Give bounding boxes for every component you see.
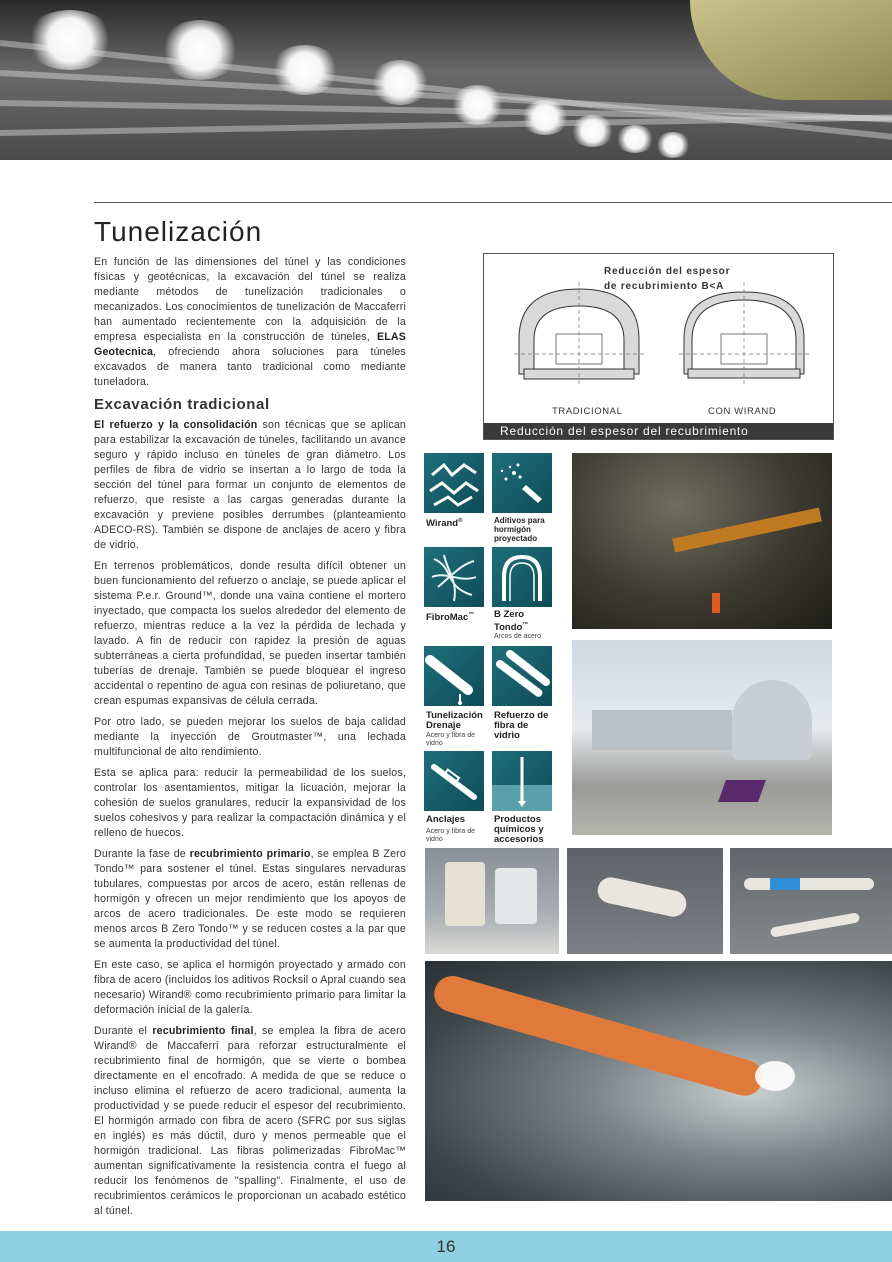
ventilated-tunnel-photo bbox=[425, 961, 892, 1201]
paragraph-problem-soils: En terrenos problemáticos, donde resulta difícil obtener un buen funcionamiento del refuerzo o anclaje, se puede aplicar el sistema P.e.r. Ground™, donde una vaina contiene el mortero inyectado, que compacta los suelos alrededor del elemento de refuerzo, mientras reduce a la vez la pérdida de lechada y lavado. A fin de reducir con rapidez la presión de aguas subterráneas a cierta profundidad, se pueden insertar también tuberías de drenaje. También se puede bloquear el ingreso accidental o repentino de agua con resinas de poliuretano, que crean espumas expansivas de célula cerrada. bbox=[94, 560, 406, 707]
top-tunnel-photo bbox=[0, 0, 892, 160]
steel-arch-icon bbox=[492, 547, 552, 607]
sublabel-b-zero-tondo: Arcos de acero bbox=[494, 633, 542, 640]
paragraph-reinforcement: El refuerzo y la consolidación son técnicas que se aplican para estabilizar la excavación de túneles, facilitando un avance seguro y rápido incluso en túneles de gran diámetro. Los perfiles de fibra de vidrio se insertan a lo largo de toda la sección del túnel para formar un conjunto de elementos de refuerzo, que resiste a las cargas generadas durante la excavación y previene posibles derrumbes (planteamiento ADECO-RS). También se dispone de anclajes de acero y fibra de vidrio. bbox=[94, 419, 407, 551]
anchor-device-photo bbox=[567, 848, 723, 954]
section-heading: Excavación tradicional bbox=[94, 396, 270, 413]
wirand-fiber-icon bbox=[424, 453, 484, 513]
paragraph-shotcrete: En este caso, se aplica el hormigón proyectado y armado con fibra de acero (incluidos los aditivos Rocksil o Apral cuando sea necesario) Wirand® como recubrimiento primario para limitar la deformación inicial de la galería. bbox=[94, 959, 406, 1016]
tunnel-section-drawing bbox=[484, 254, 833, 404]
header-divider bbox=[94, 202, 892, 203]
additives-samples-photo bbox=[425, 848, 559, 954]
label-b-zero-tondo: B Zero Tondo™ bbox=[494, 609, 529, 634]
spray-additive-icon bbox=[492, 453, 552, 513]
paragraph-primary-lining: Durante la fase de recubrimiento primario, se emplea B Zero Tondo™ para sostener el túnel. Estas singulares nervaduras tubulares, compuestas por arcos de acero, están rellenas de hormigón y ofrecen un mejor rendimiento que los apoyos de arcos de acero tradicionales. De este modo se requieren menos arcos B Zero Tondo™ y se reducen costes a la par que se aumenta la productividad del túnel. bbox=[94, 848, 406, 950]
label-chemicals: Productos químicos y accesorios bbox=[494, 814, 544, 845]
label-fiberglass: Refuerzo de fibra de vidrio bbox=[494, 710, 549, 741]
sublabel-anchors: Acero y fibra de vidrio bbox=[426, 828, 476, 843]
drilling-rig-photo bbox=[572, 453, 832, 629]
paragraph-applications: Esta se aplica para: reducir la permeabilidad de los suelos, controlar los asentamientos, mitigar la licuación, mejorar la cohesión de suelos granulares, reducir la expansividad de los suelos cohesivos y para realizar la compactación dinámica y el relleno de huecos. bbox=[94, 767, 406, 839]
label-drainage: Tunelización Drenaje bbox=[426, 710, 483, 731]
drainage-pipe-icon bbox=[424, 646, 484, 706]
diagram-title: Reducción del espesor de recubrimiento B<A bbox=[604, 266, 731, 292]
paragraph-groutmaster: Por otro lado, se pueden mejorar los suelos de baja calidad mediante la inyección de Groutmaster™, una lechada multifuncional de alto rendimiento. bbox=[94, 716, 406, 758]
intro-paragraph: En función de las dimensiones del túnel y las condiciones físicas y geotécnicas, la excavación del túnel se realiza mediante métodos de tunelización tradicionales o mecanizados. Los conocimientos de tunelización de Maccaferri han aumentado recientemente con la adquisición de la empresa especialista en la construcción de túneles, ELAS Geotecnica, ofreciendo ahora soluciones para túneles excavados de manera tanto tradicional como mediante tuneladora. bbox=[94, 256, 406, 388]
chemical-products-icon bbox=[492, 751, 552, 811]
diagram-caption: Reducción del espesor del recubrimiento bbox=[484, 423, 833, 439]
anchor-icon bbox=[424, 751, 484, 811]
grout-plant-photo bbox=[572, 640, 832, 835]
fibromac-fiber-icon bbox=[424, 547, 484, 607]
label-anchors: Anclajes bbox=[426, 814, 466, 825]
anchor-bars-photo bbox=[730, 848, 892, 954]
label-with-wirand: CON WIRAND bbox=[708, 406, 777, 417]
label-traditional: TRADICIONAL bbox=[552, 406, 623, 417]
fiberglass-bar-icon bbox=[492, 646, 552, 706]
page-title: Tunelización bbox=[94, 216, 263, 247]
sublabel-drainage: Acero y fibra de vidrio bbox=[426, 732, 476, 747]
paragraph-final-lining: Durante el recubrimiento final, se emplea la fibra de acero Wirand® de Maccaferri para reforzar estructuralmente el recubrimiento final de hormigón, que se vierte o bombea directamente en el encofrado. A medida de que se reduce o incluso elimina el refuerzo de acero tradicional, aumenta la productividad y se puede reducir el espesor del recubrimiento. El hormigón armado con fibra de acero (SFRC por sus siglas en inglés) es más dúctil, duro y menos permeable que el hormigón tradicional. Las fibras polimerizadas FibroMac™ aumentan significativamente la resistencia contra el fuego al reducir los fenómenos de "spalling". Finalmente, el uso de recubrimientos cerámicos le proporcionan un acabado estético al túnel. bbox=[94, 1025, 406, 1217]
section-body bbox=[94, 418, 406, 1225]
lining-thickness-diagram bbox=[483, 253, 834, 440]
page-number: 16 bbox=[436, 1237, 456, 1256]
label-wirand: Wirand® bbox=[426, 518, 463, 530]
label-fibromac: FibroMac™ bbox=[426, 612, 475, 624]
label-additives: Aditivos para hormigón proyectado bbox=[494, 516, 545, 543]
company-name: ELAS Geotecnica bbox=[94, 331, 406, 358]
